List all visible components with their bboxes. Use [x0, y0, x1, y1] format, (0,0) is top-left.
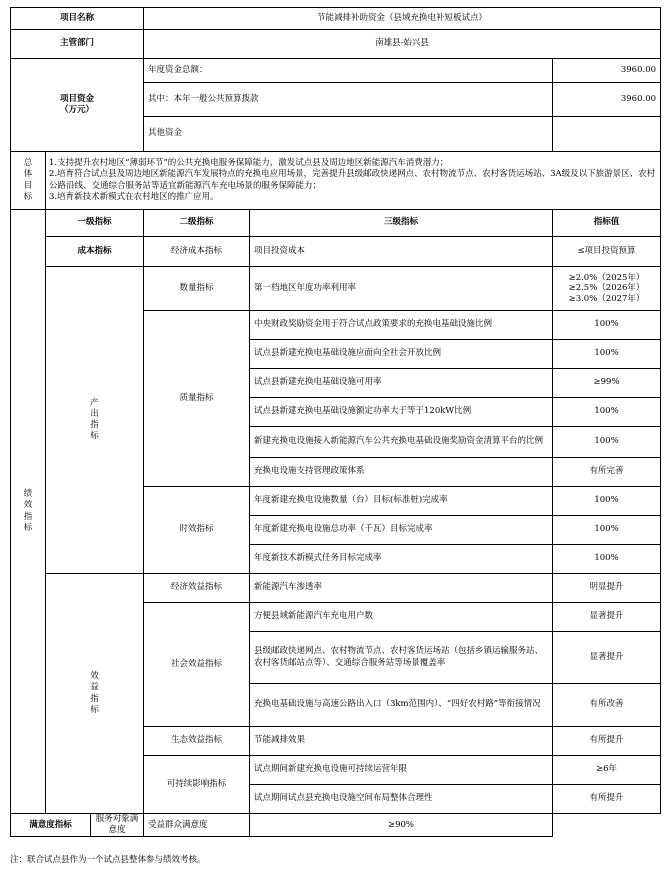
timeliness-level3: 年度新技术新模式任务目标完成率	[250, 545, 553, 574]
footnote: 注：联合试点县作为一个试点县整体参与绩效考核。	[10, 855, 206, 865]
goal-line-1: 1.支持提升农村地区“薄弱环节”的公共充换电服务保障能力，激发试点县及周边地区新能源汽车消费潜力；	[49, 158, 449, 169]
quantity-level3: 第一档地区年度功率利用率	[250, 267, 553, 311]
table-row	[11, 267, 661, 311]
quantity-values	[553, 267, 661, 311]
sustainable-level3: 试点期间新建充换电设施可持续运营年限	[250, 756, 553, 785]
social-level2: 社会效益指标	[144, 603, 250, 727]
performance-label-char: 指	[23, 511, 33, 522]
performance-label-char: 绩	[23, 489, 33, 500]
col-header-level3: 三级指标	[250, 210, 553, 237]
quality-value: 100%	[553, 427, 661, 458]
performance-label-char: 标	[23, 522, 33, 533]
timeliness-value: 100%	[553, 516, 661, 545]
satisfaction-row	[11, 814, 661, 837]
output-label-char: 指	[90, 420, 99, 430]
quality-level3: 充换电设施支持管理政策体系	[250, 458, 553, 487]
funds-total-value: 3960.00	[553, 59, 661, 83]
economic-level2: 经济效益指标	[144, 574, 250, 603]
goals-label-char: 体	[23, 169, 33, 180]
funds-budget-label: 其中：本年一般公共预算拨款	[144, 83, 553, 117]
funds-budget-value: 3960.00	[553, 83, 661, 117]
economic-value: 明显提升	[553, 574, 661, 603]
goal-line-2: 2.培育符合试点县及周边地区新能源汽车发展特点的充换电应用场景，完善提升县级邮政快递网点、农村物流节点、农村客货运场站、3A级及以下旅游景区、农村公路沿线、交通综合服务站等适宜新能源汽车充电场景的服务保障能力；	[49, 169, 656, 191]
output-label-char: 标	[90, 431, 99, 442]
quality-value: 100%	[553, 398, 661, 427]
project-name-value: 节能减排补助资金（县域充换电补短板试点）	[144, 8, 661, 30]
quality-level3: 试点县新建充换电基础设施可用率	[250, 369, 553, 398]
benefit-label-char: 效	[90, 671, 99, 682]
indicator-header-row	[11, 210, 661, 237]
table-row	[11, 574, 661, 603]
project-name-row	[11, 8, 661, 30]
col-header-level1: 一级指标	[46, 210, 144, 237]
quantity-value-2026: ≥2.5%（2026年）	[568, 283, 645, 294]
goals-label	[11, 152, 46, 210]
funds-other-value	[553, 117, 661, 152]
quantity-value-2025: ≥2.0%（2025年）	[568, 272, 645, 283]
performance-target-table	[10, 7, 661, 837]
project-name-label: 项目名称	[11, 8, 144, 30]
economic-level3: 新能源汽车渗透率	[250, 574, 553, 603]
quality-value: 100%	[553, 340, 661, 369]
ecological-value: 有所提升	[553, 727, 661, 756]
social-level3: 县级邮政快递网点、农村物流节点、农村客货运场站（包括乡镇运输服务站、农村客货邮站点等）、交通综合服务站等场景覆盖率	[250, 632, 553, 684]
sustainable-level3: 试点期间试点县充换电设施空间布局整体合理性	[250, 785, 553, 814]
quality-level2: 质量指标	[144, 311, 250, 487]
goals-label-char: 标	[23, 191, 33, 202]
cost-value: ≤项目投资预算	[553, 237, 661, 267]
satisfaction-value: ≥90%	[250, 814, 553, 837]
quality-value: ≥99%	[553, 369, 661, 398]
funds-label	[11, 59, 144, 152]
timeliness-value: 100%	[553, 545, 661, 574]
quality-level3: 新建充换电设施接入新能源汽车公共充换电基础设施奖励资金清算平台的比例	[250, 427, 553, 458]
department-row	[11, 30, 661, 59]
goal-line-3: 3.培育新技术新模式在农村地区的推广应用。	[49, 191, 219, 202]
ecological-level2: 生态效益指标	[144, 727, 250, 756]
quality-level3: 试点县新建充换电基础设施应面向全社会开放比例	[250, 340, 553, 369]
sustainable-value: ≥6年	[553, 756, 661, 785]
satisfaction-level2: 服务对象满意度	[91, 814, 144, 837]
col-header-value: 指标值	[553, 210, 661, 237]
benefit-label-char: 益	[90, 682, 99, 693]
goals-label-char: 总	[23, 158, 33, 169]
social-level3: 充换电基础设施与高速公路出入口（3km范围内）、“四好农村路”等衔接情况	[250, 684, 553, 727]
sustainable-value: 有所提升	[553, 785, 661, 814]
goals-label-char: 目	[23, 180, 33, 191]
quality-level3: 试点县新建充换电基础设施额定功率大于等于120kW比例	[250, 398, 553, 427]
cost-row	[11, 237, 661, 267]
satisfaction-level3: 受益群众满意度	[144, 814, 250, 837]
quality-value: 100%	[553, 311, 661, 340]
quantity-value-2027: ≥3.0%（2027年）	[568, 293, 645, 304]
col-header-level2: 二级指标	[144, 210, 250, 237]
department-label: 主管部门	[11, 30, 144, 59]
funds-total-label: 年度资金总额：	[144, 59, 553, 83]
goals-row	[11, 152, 661, 210]
output-label-char: 出	[90, 408, 99, 419]
funds-label-line2: （万元）	[59, 105, 94, 115]
cost-level1: 成本指标	[46, 237, 144, 267]
timeliness-level2: 时效指标	[144, 487, 250, 574]
funds-total-row	[11, 59, 661, 83]
department-value: 南雄县-始兴县	[144, 30, 661, 59]
output-indicators-label	[46, 267, 144, 574]
funds-other-label: 其他资金	[144, 117, 553, 152]
social-value: 有所改善	[553, 684, 661, 727]
timeliness-value: 100%	[553, 487, 661, 516]
benefit-label-char: 指	[90, 693, 99, 704]
quality-level3: 中央财政奖励资金用于符合试点政策要求的充换电基础设施比例	[250, 311, 553, 340]
cost-level3: 项目投资成本	[250, 237, 553, 267]
sustainable-level2: 可持续影响指标	[144, 756, 250, 814]
benefit-label-char: 标	[90, 704, 99, 715]
social-level3: 方便县域新能源汽车充电用户数	[250, 603, 553, 632]
quantity-level2: 数量指标	[144, 267, 250, 311]
social-value: 显著提升	[553, 632, 661, 684]
social-value: 显著提升	[553, 603, 661, 632]
ecological-level3: 节能减排效果	[250, 727, 553, 756]
timeliness-level3: 年度新建充换电设施总功率（千瓦）目标完成率	[250, 516, 553, 545]
funds-label-line1: 项目资金	[59, 93, 94, 104]
performance-label	[11, 210, 46, 814]
benefit-indicators-label	[46, 574, 144, 814]
cost-level2: 经济成本指标	[144, 237, 250, 267]
satisfaction-level1: 满意度指标	[11, 814, 91, 837]
performance-label-char: 效	[23, 500, 33, 511]
output-label-char: 产	[90, 397, 99, 408]
quality-value: 有所完善	[553, 458, 661, 487]
goals-text	[46, 152, 661, 210]
timeliness-level3: 年度新建充换电设施数量（台）目标(标准桩)完成率	[250, 487, 553, 516]
